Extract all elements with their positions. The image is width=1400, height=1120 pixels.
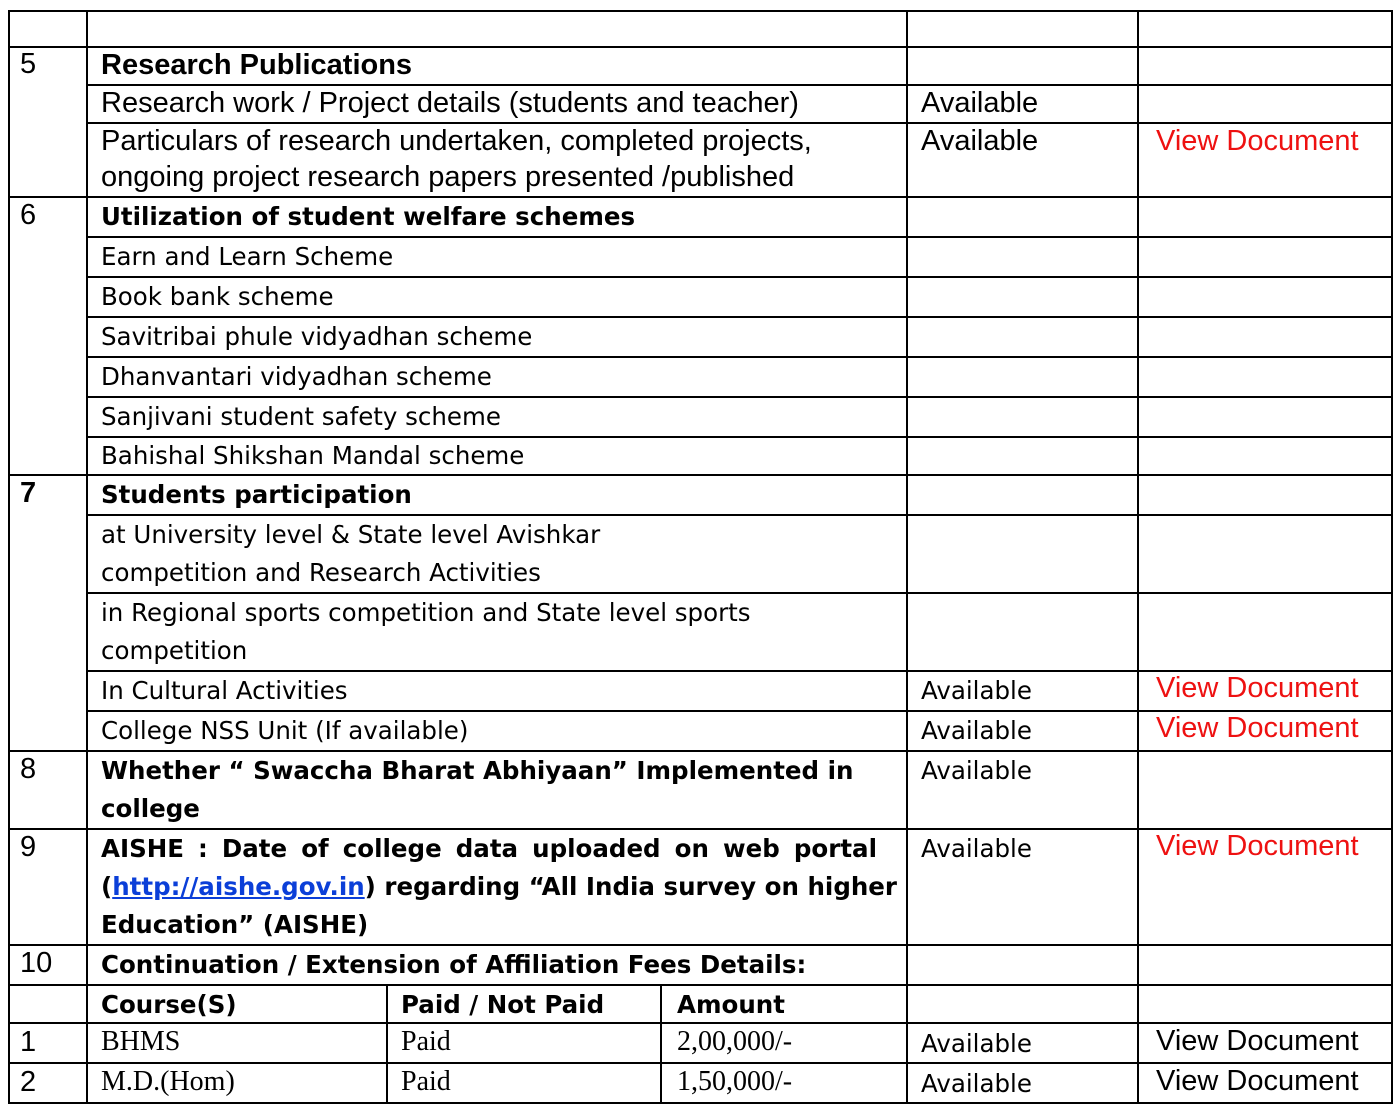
fee-row-number: 1 — [20, 1026, 37, 1058]
item-label: ongoing project research papers presented /published — [101, 161, 795, 193]
table-border-left — [8, 10, 10, 1104]
participation-item: in Regional sports competition and State level sports — [101, 598, 751, 627]
table-border-doc-col — [1137, 10, 1139, 1104]
table-border-paid-col — [660, 984, 662, 1104]
paren-open: ( — [101, 872, 113, 901]
view-document-link[interactable]: View Document — [1156, 1025, 1359, 1057]
table-border-right — [1391, 10, 1393, 1104]
participation-item: at University level & State level Avishkar — [101, 520, 601, 549]
status-text: Available — [921, 1069, 1032, 1098]
status-text: Available — [921, 125, 1039, 157]
item-label: Particulars of research undertaken, completed projects, — [101, 125, 812, 157]
fee-row-course: BHMS — [101, 1026, 181, 1057]
section-heading: Continuation / Extension of Affiliation Fees Details: — [101, 950, 807, 979]
view-document-link[interactable]: View Document — [1156, 125, 1359, 157]
participation-item: competition and Research Activities — [101, 558, 541, 587]
section-number: 5 — [20, 48, 37, 80]
section-heading: Research Publications — [101, 49, 413, 81]
view-document-link[interactable]: View Document — [1156, 672, 1359, 704]
scheme-item: Earn and Learn Scheme — [101, 242, 394, 271]
aishe-text-open — [101, 867, 897, 906]
participation-item: College NSS Unit (If available) — [101, 716, 469, 745]
section-heading: Education” (AISHE) — [101, 910, 369, 939]
column-header-course: Course(S) — [101, 990, 237, 1019]
table-border-course-col — [386, 984, 388, 1104]
scheme-item: Bahishal Shikshan Mandal scheme — [101, 441, 525, 470]
status-text: Available — [921, 1029, 1032, 1058]
row-border — [8, 1102, 1393, 1104]
status-text: Available — [921, 676, 1032, 705]
view-document-link[interactable]: View Document — [1156, 830, 1359, 862]
view-document-link[interactable]: View Document — [1156, 1065, 1359, 1097]
participation-item: competition — [101, 636, 248, 665]
fee-row-amount: 1,50,000/- — [677, 1066, 793, 1097]
status-text: Available — [921, 756, 1032, 785]
column-header-paid: Paid / Not Paid — [401, 990, 605, 1019]
status-text: Available — [921, 87, 1039, 119]
column-header-amount: Amount — [677, 990, 785, 1019]
section-heading: AISHE : Date of college data uploaded on web portal — [101, 834, 877, 863]
fee-row-amount: 2,00,000/- — [677, 1026, 793, 1057]
item-label: Research work / Project details (students and teacher) — [101, 87, 799, 119]
aishe-link[interactable]: http://aishe.gov.in — [112, 872, 365, 901]
fee-row-paid: Paid — [401, 1066, 451, 1097]
status-text: Available — [921, 834, 1032, 863]
table-border-status-col — [906, 10, 908, 1104]
section-number: 7 — [20, 477, 37, 509]
section-number: 6 — [20, 199, 37, 231]
scheme-item: Dhanvantari vidyadhan scheme — [101, 362, 492, 391]
scheme-item: Book bank scheme — [101, 282, 334, 311]
section-heading: Utilization of student welfare schemes — [101, 202, 636, 231]
scheme-item: Sanjivani student safety scheme — [101, 402, 501, 431]
table-border-no-col — [86, 10, 88, 1104]
section-heading: Students participation — [101, 480, 412, 509]
section-number: 10 — [20, 947, 53, 979]
view-document-link[interactable]: View Document — [1156, 712, 1359, 744]
fee-row-number: 2 — [20, 1066, 37, 1098]
section-number: 8 — [20, 753, 37, 785]
section-heading: Whether “ Swaccha Bharat Abhiyaan” Implemented in — [101, 756, 854, 785]
status-text: Available — [921, 716, 1032, 745]
scheme-item: Savitribai phule vidyadhan scheme — [101, 322, 533, 351]
row-border — [8, 10, 1393, 12]
section-heading — [101, 867, 897, 906]
aishe-text-rest: ) regarding “All India survey on higher — [364, 872, 897, 901]
section-number: 9 — [20, 831, 37, 863]
fee-row-course: M.D.(Hom) — [101, 1066, 235, 1097]
fee-row-paid: Paid — [401, 1026, 451, 1057]
section-heading: college — [101, 794, 200, 823]
participation-item: In Cultural Activities — [101, 676, 348, 705]
